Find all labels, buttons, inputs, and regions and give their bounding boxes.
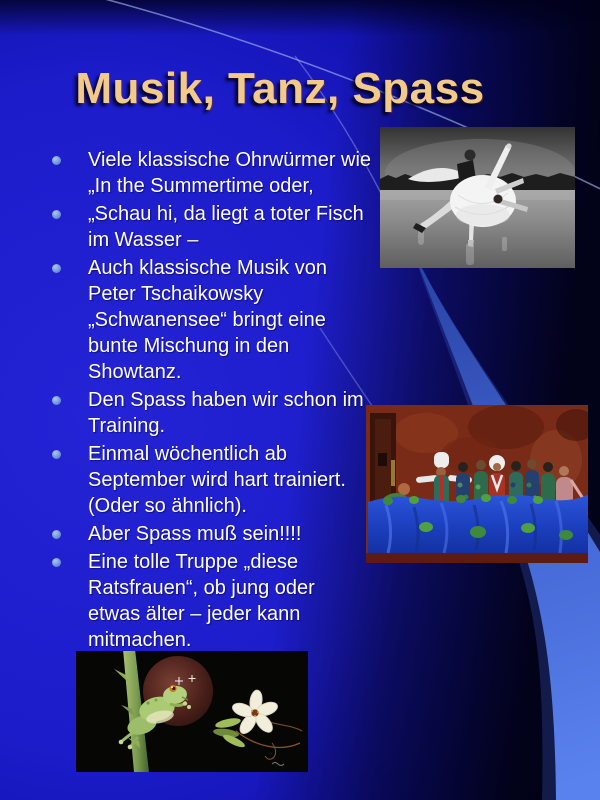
frog-painting-illustration: [76, 651, 308, 772]
costume-group-photo: [366, 405, 588, 563]
bullet-dot: [52, 558, 61, 567]
bullet-item: [52, 521, 382, 547]
bullet-text-line: September wird hart trainiert.: [88, 469, 346, 491]
bullet-text-line: (Oder so ähnlich).: [88, 495, 247, 517]
bullet-item: [52, 147, 382, 199]
bullet-dot: [52, 156, 61, 165]
bullet-text-line: bunte Mischung in den: [88, 335, 290, 357]
bullet-text-line: Ratsfrauen“, ob jung oder: [88, 577, 315, 599]
bullet-text-line: Viele klassische Ohrwürmer wie: [88, 149, 372, 171]
floor-strip: [366, 553, 588, 563]
bullet-dot: [52, 210, 61, 219]
bullet-text-line: Training.: [88, 415, 166, 437]
bullet-text-line: „In the Summertime oder,: [88, 175, 314, 197]
bullet-text-line: Showtanz.: [88, 361, 182, 383]
bullet-item: [52, 201, 382, 253]
bullet-text-line: Den Spass haben wir schon im: [88, 389, 364, 411]
bullet-lines: [88, 549, 382, 653]
bullet-item: [52, 549, 382, 653]
ballet-dancers-photo: [380, 127, 575, 268]
bullet-dot: [52, 396, 61, 405]
bullet-text-line: Aber Spass muß sein!!!!: [88, 523, 302, 545]
frog-painting-image: [76, 651, 308, 772]
bullet-dot: [52, 530, 61, 539]
bullet-lines: [88, 441, 382, 519]
bullet-lines: [88, 521, 382, 547]
blue-table-cloth: [368, 495, 588, 555]
bullet-text-line: „Schau hi, da liegt a toter Fisch: [88, 203, 364, 225]
bullet-text-line: Peter Tschaikowsky: [88, 283, 264, 305]
bullet-dot: [52, 264, 61, 273]
group-photo-illustration: [366, 405, 588, 563]
bullet-text-line: Einmal wöchentlich ab: [88, 443, 287, 465]
bullet-text-line: mitmachen.: [88, 629, 192, 651]
bullet-text-line: Eine tolle Truppe „diese: [88, 551, 299, 573]
bullet-item: [52, 441, 382, 519]
bullet-list: [52, 147, 382, 655]
bullet-lines: [88, 255, 382, 385]
bullet-dot: [52, 450, 61, 459]
bullet-lines: [88, 147, 382, 199]
bullet-lines: [88, 201, 382, 253]
bullet-text-line: etwas älter – jeder kann: [88, 603, 301, 625]
bullet-text-line: „Schwanensee“ bringt eine: [88, 309, 326, 331]
ballet-photo-illustration: [380, 127, 575, 268]
bullet-text-line: im Wasser –: [88, 229, 199, 251]
bullet-item: [52, 255, 382, 385]
slide-title: Musik, Tanz, Spass: [75, 64, 485, 114]
bullet-item: [52, 387, 382, 439]
bullet-text-line: Auch klassische Musik von: [88, 257, 327, 279]
bullet-lines: [88, 387, 382, 439]
